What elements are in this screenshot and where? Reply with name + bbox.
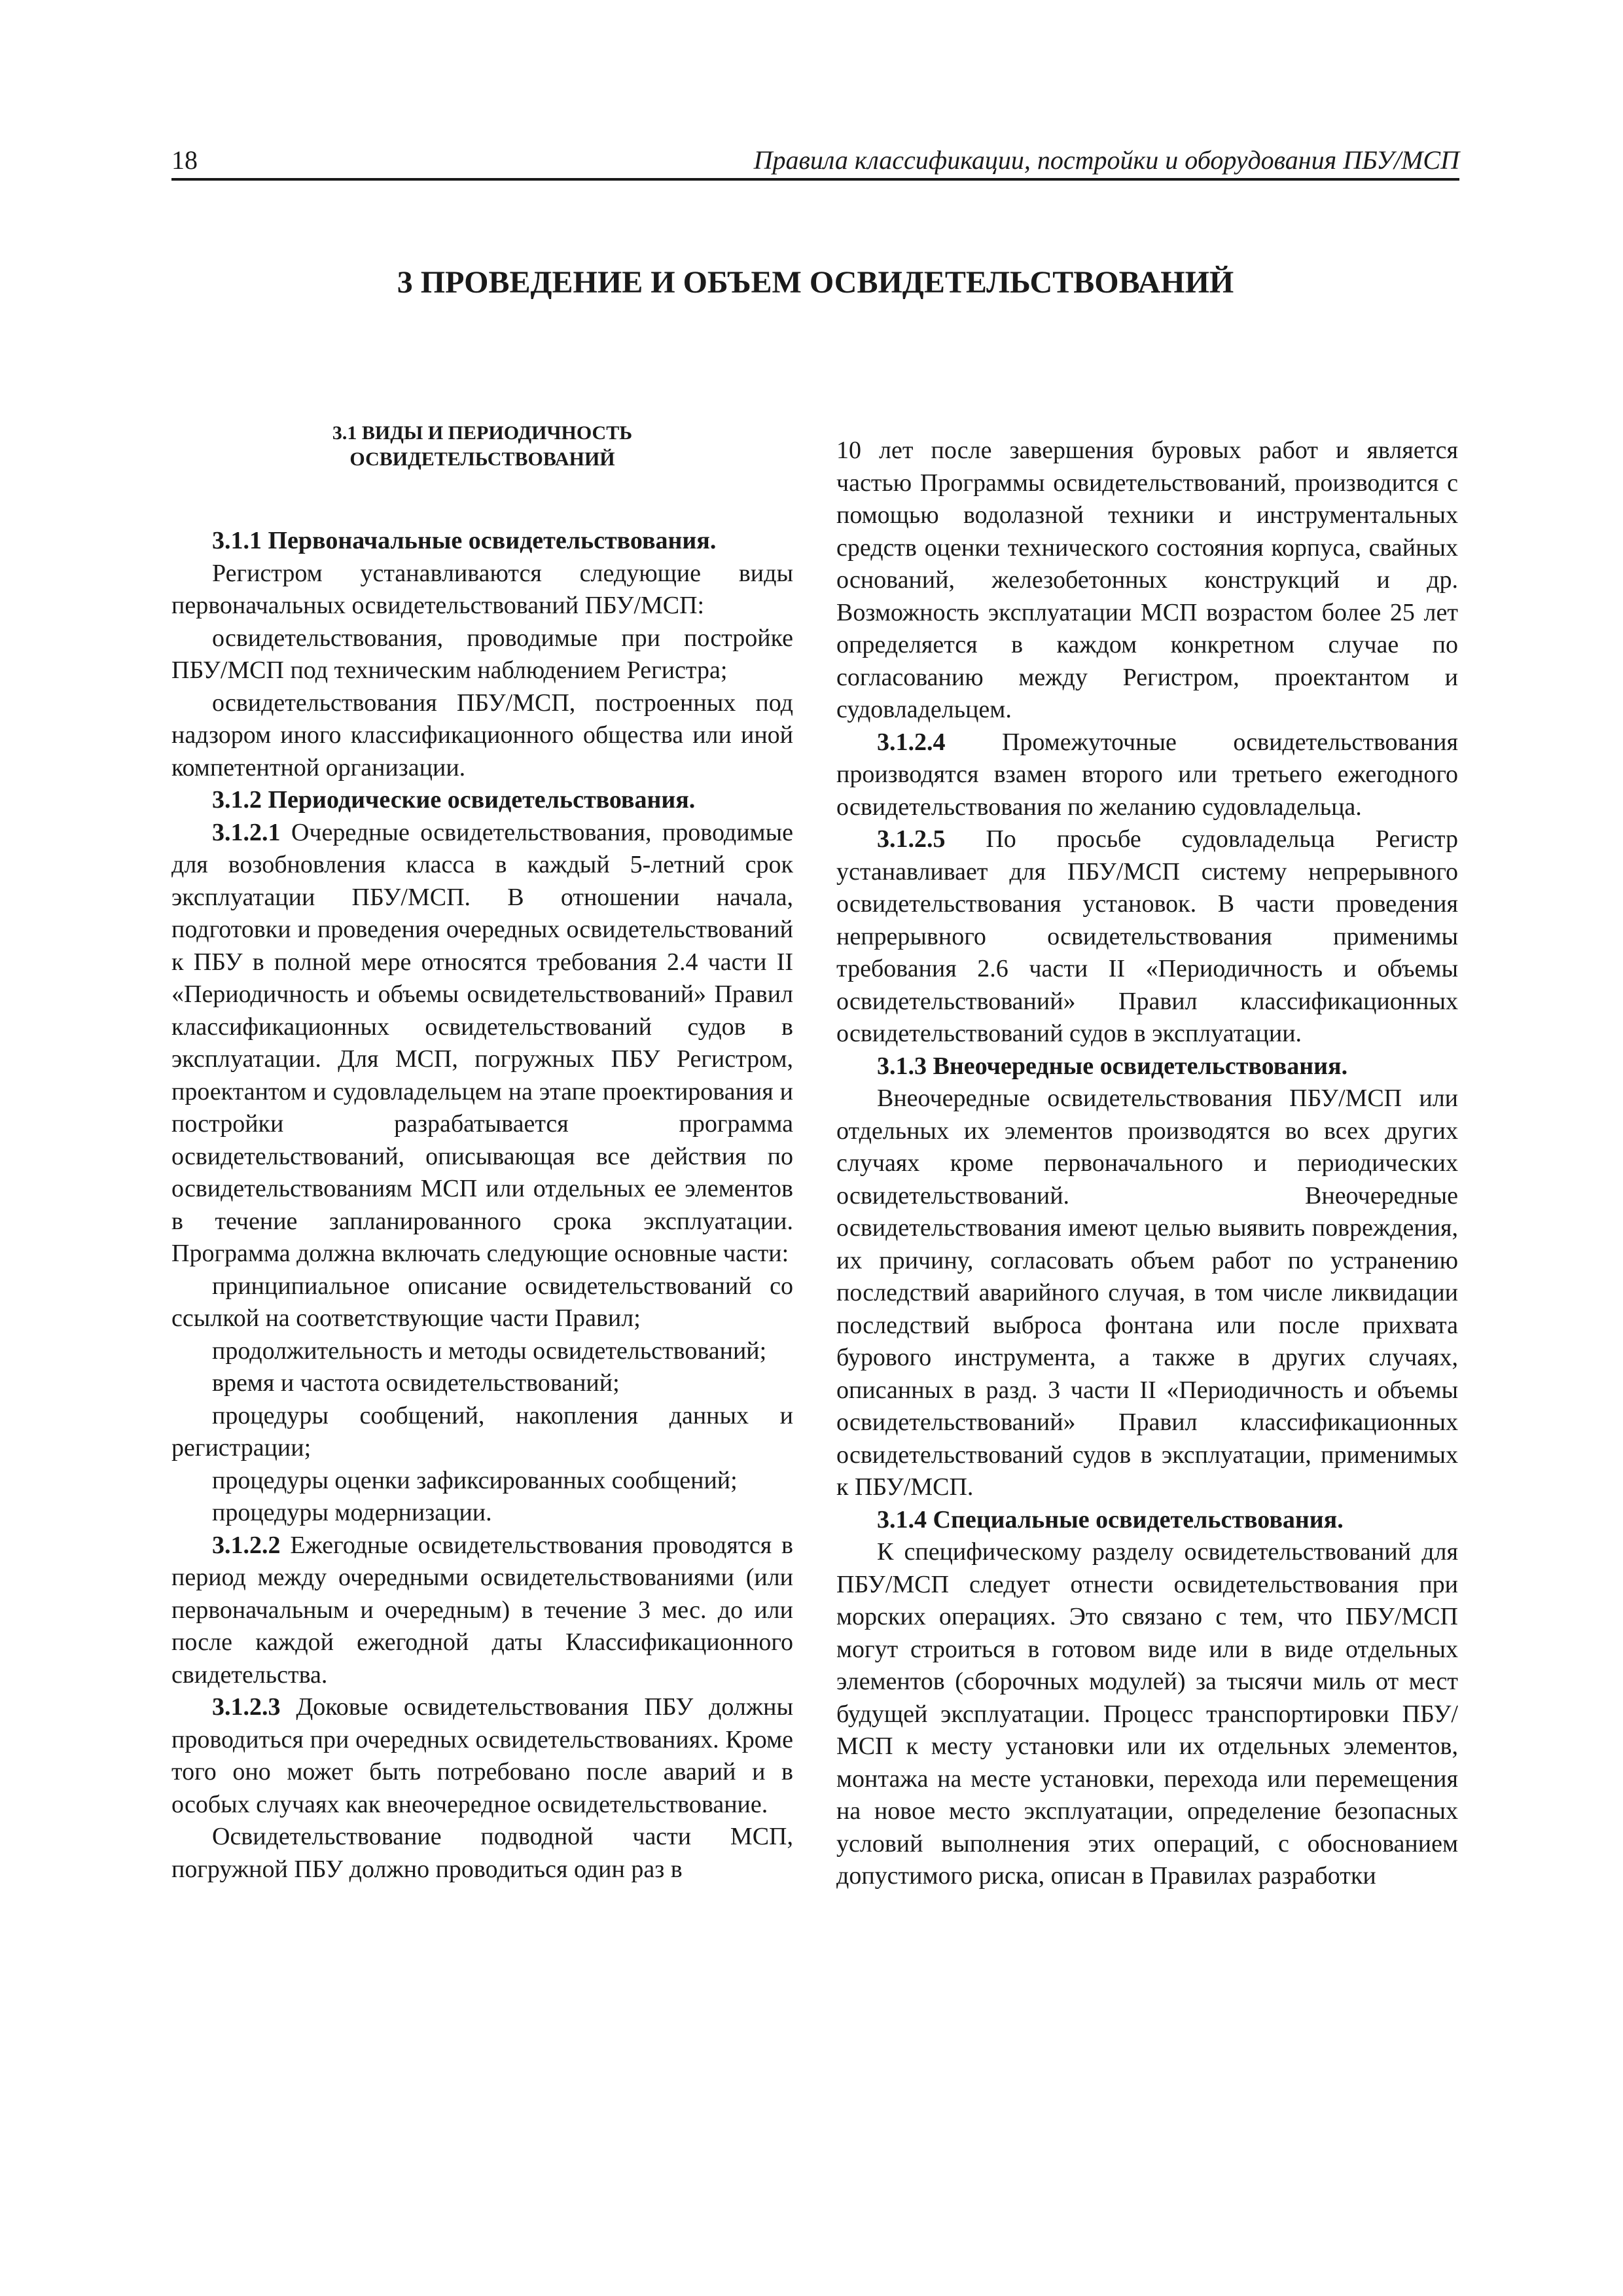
paragraph-3-1-2-2 <box>171 1530 793 1692</box>
heading-3-1-1: 3.1.1 Первоначальные освидетельствования. <box>212 527 717 554</box>
paragraph-text: Промежуточные освидетельствования производятся взамен второго или третьего ежегодного освидетельствования по желанию судовладельца. <box>836 728 1458 821</box>
paragraph-3-1-4: К специфическому разделу освидетельствований для ПБУ/МСП следует отнести освидетельствования при морских операциях. Это связано с тем, что ПБУ/МСП могут строиться в готовом виде или в виде отдельных элементов (сборочных модулей) за тысячи миль от мест будущей эксплуатации. Процесс транспортировки ПБУ/МСП к месту установки или их отдельных элементов, монтажа на месте установки, перехода или перемещения на новое место эксплуатации, определение безопасных условий выполнения этих операций, с обоснованием допустимого риска, описан в Правилах разработки <box>836 1538 1458 1890</box>
section-title-line-2: ОСВИДЕТЕЛЬСТВОВАНИЙ <box>349 448 615 470</box>
heading-3-1-2: 3.1.2 Периодические освидетельствования. <box>212 786 696 814</box>
paragraph-text: Ежегодные освидетельствования проводятся в период между очередными освидетельствованиями (или первоначальным и очередным) в течение 3 мес. до или после каждой ежегодной даты Классификационного свидетельства. <box>171 1531 793 1689</box>
chapter-title: 3 ПРОВЕДЕНИЕ И ОБЪЕМ ОСВИДЕТЕЛЬСТВОВАНИЙ <box>397 265 1234 300</box>
section-title-line-1: 3.1 ВИДЫ И ПЕРИОДИЧНОСТЬ <box>332 422 633 444</box>
clause-number: 3.1.2.4 <box>877 728 946 756</box>
paragraph-3-1-2-3 <box>171 1691 793 1821</box>
running-title: Правила классификации, постройки и оборудования ПБУ/МСП <box>753 145 1459 175</box>
paragraph-3-1-2-4 <box>836 726 1458 824</box>
paragraph-3-1-2-5 <box>836 823 1458 1050</box>
list-item: продолжительность и методы освидетельствований; <box>212 1336 767 1365</box>
paragraph-text: Очередные освидетельствования, проводимые для возобновления класса в каждый 5-летний срок эксплуатации ПБУ/МСП. В отношении начала, подготовки и проведения очередных освидетельствований к ПБУ в полной мере относятся требования 2.4 части II «Периодичность и объемы освидетельствований» Правил классификационных освидетельствований судов в эксплуатации. Для МСП, погружных ПБУ Регистром, проектантом и судовладельцем на этапе проектирования и постройки разрабатывается программа освидетельствований, описывающая все действия по освидетельствованиям МСП или отдельных ее элементов в течение запланированного срока эксплуатации. Программа должна включать следующие основные части: <box>171 818 793 1267</box>
page-number: 18 <box>171 145 198 175</box>
heading-3-1-4: 3.1.4 Специальные освидетельствования. <box>877 1505 1344 1534</box>
clause-number: 3.1.2.5 <box>877 825 946 853</box>
heading-3-1-3: 3.1.3 Внеочередные освидетельствования. <box>877 1052 1348 1080</box>
paragraph-3-1-2-1 <box>171 817 793 1270</box>
section-title <box>171 420 793 473</box>
paragraph-text: По просьбе судовладельца Регистр устанавливает для ПБУ/МСП систему непрерывного освидетельствования установок. В части проведения непрерывного освидетельствования применимы требования 2.6 части II «Периодичность и объемы освидетельствований» Правил классификационных освидетельствований судов в эксплуатации. <box>836 825 1458 1047</box>
list-item: процедуры модернизации. <box>212 1499 492 1526</box>
clause-number: 3.1.2.1 <box>212 818 281 846</box>
clause-number: 3.1.2.3 <box>212 1693 281 1721</box>
list-item: принципиальное описание освидетельствований со ссылкой на соответствующие части Правил; <box>171 1272 793 1332</box>
clause-number: 3.1.2.2 <box>212 1531 281 1559</box>
left-column <box>171 420 793 1886</box>
list-item: освидетельствования, проводимые при постройке ПБУ/МСП под техническим наблюдением Регистра; <box>171 624 793 684</box>
paragraph-text: Доковые освидетельствования ПБУ должны проводиться при очередных освидетельствованиях. Кроме того оно может быть потребовано после аварий и в особых случаях как внеочередное освидетельствование. <box>171 1693 793 1818</box>
list-item: освидетельствования ПБУ/МСП, построенных под надзором иного классификационного общества или иной компетентной организации. <box>171 689 793 781</box>
paragraph-underwater-continued: 10 лет после завершения буровых работ и является частью Программы освидетельствований, производится с помощью водолазной техники и инструментальных средств оценки технического состояния корпуса, свайных оснований, железобетонных конструкций и др. Возможность эксплуатации МСП возрастом более 25 лет определяется в каждом конкретном случае по согласованию между Регистром, проектантом и судовладельцем. <box>836 437 1458 723</box>
running-head <box>171 143 1459 182</box>
paragraph-3-1-3: Внеочередные освидетельствования ПБУ/МСП или отдельных их элементов производятся во всех других случаях кроме первоначального и периодических освидетельствований. Внеочередные освидетельствования имеют целью выявить повреждения, их причину, согласовать объем работ по устранению последствий аварийного случая, в том числе ликвидации последствий выброса фонтана или после прихвата бурового инструмента, а также в других случаях, описанных в разд. 3 части II «Периодичность и объемы освидетельствований» Правил классификационных освидетельствований судов в эксплуатации, применимых к ПБУ/МСП. <box>836 1085 1458 1501</box>
header-rule <box>171 178 1459 181</box>
list-item: процедуры оценки зафиксированных сообщений; <box>212 1466 738 1494</box>
list-item: время и частота освидетельствований; <box>212 1369 620 1397</box>
paragraph-underwater-start: Освидетельствование подводной части МСП, погружной ПБУ должно проводиться один раз в <box>171 1823 793 1883</box>
paragraph-3-1-1-intro: Регистром устанавливаются следующие виды первоначальных освидетельствований ПБУ/МСП: <box>171 559 793 619</box>
list-item: процедуры сообщений, накопления данных и регистрации; <box>171 1401 793 1462</box>
right-column <box>836 435 1458 1893</box>
